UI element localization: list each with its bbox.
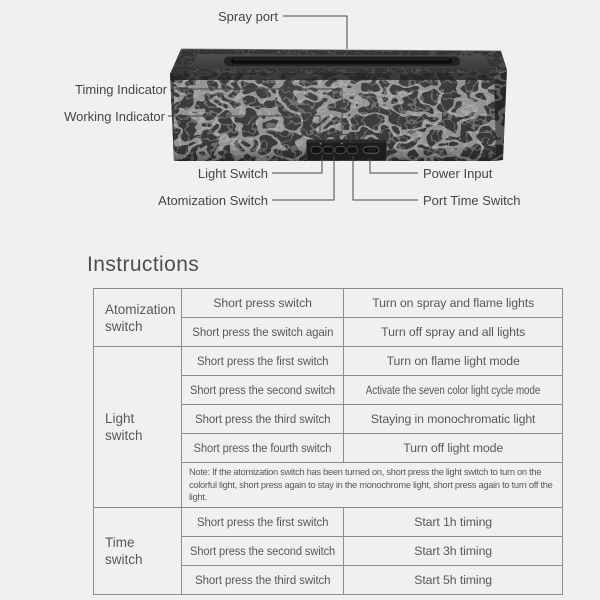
atomization-switch-line [272,155,334,200]
result-cell: Turn on spray and flame lights [344,289,563,318]
callout-label-port-time-switch: Port Time Switch [423,193,521,208]
action-cell: Short press the switch again [182,318,344,347]
action-cell: Short press the third switch [182,565,344,594]
device-top-face [170,45,510,77]
table-row [94,507,563,536]
instructions-heading: Instructions [87,253,200,276]
callout-label-spray-port: Spray port [218,9,278,24]
action-cell: Short press the second switch [182,376,344,405]
control-panel [307,140,387,161]
result-cell: Turn off spray and all lights [344,318,563,347]
table-row [94,289,563,318]
action-cell: Short press switch [182,289,344,318]
result-cell: Start 1h timing [344,507,563,536]
result-cell: Turn off light mode [344,434,563,463]
port-time-switch-button [347,147,358,154]
spray-port-line [283,16,347,49]
section-name-atomization-switch: Atomization switch [94,289,182,347]
result-cell: Activate the seven color light cycle mode [344,376,563,405]
callout-label-working-indicator: Working Indicator [64,109,165,124]
action-cell: Short press the third switch [182,405,344,434]
callout-label-light-switch: Light Switch [197,166,268,181]
working-led [320,143,322,145]
action-cell: Short press the first switch [182,347,344,376]
section-name-light-switch: Light switch [94,347,182,508]
timing-led [341,143,343,145]
product-figure [0,0,600,232]
callout-label-atomization-switch: Atomization Switch [158,193,268,208]
section-name-time-switch: Time switch [94,507,182,594]
note-text: Note: If the atomization switch has been turned on, short press the light switch to turn on the colorful light, short press again to stay in the monochrome light, short press again to turn off the light. [189,467,553,503]
action-cell: Short press the fourth switch [182,434,344,463]
panel-button-3 [335,147,346,154]
action-cell: Short press the second switch [182,536,344,565]
atomization-switch-button [323,147,334,154]
result-cell: Start 5h timing [344,565,563,594]
port-time-switch-line [353,156,418,200]
result-cell: Start 3h timing [344,536,563,565]
result-cell: Staying in monochromatic light [344,405,563,434]
instructions-table [93,288,563,595]
light-switch-button [311,147,322,154]
table-row [94,347,563,376]
callout-label-timing-indicator: Timing Indicator [75,82,167,97]
result-cell: Turn on flame light mode [344,347,563,376]
callout-label-power-input: Power Input [423,166,493,181]
note-cell [182,463,563,508]
action-cell: Short press the first switch [182,507,344,536]
